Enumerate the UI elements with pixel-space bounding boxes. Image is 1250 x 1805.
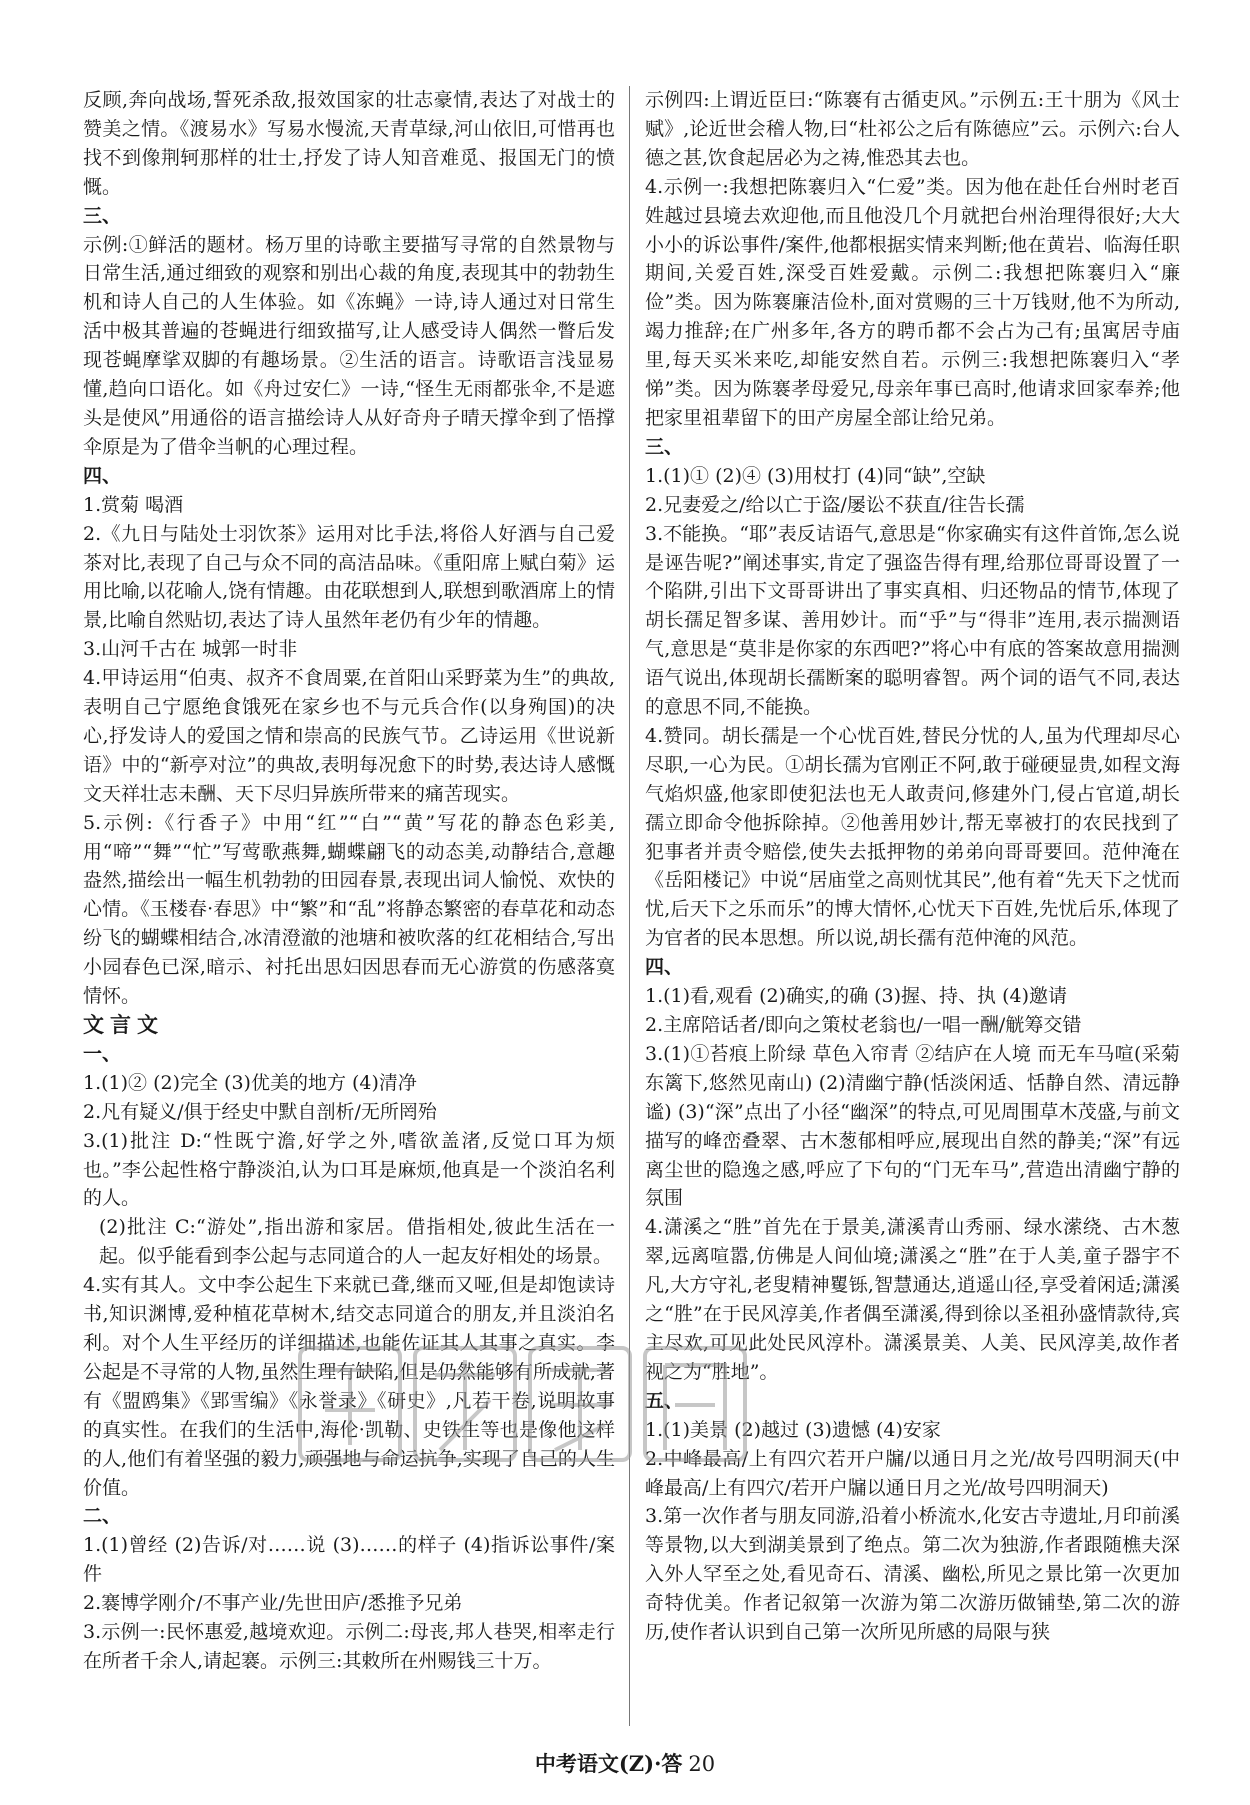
- answer-paragraph: 1.(1)① (2)④ (3)用杖打 (4)同“缺”,空缺: [645, 464, 986, 487]
- answer-paragraph: 3.山河千古在 城郭一时非: [83, 638, 298, 661]
- answer-paragraph: 1.赏菊 喝酒: [83, 493, 184, 516]
- answer-paragraph: 2.主席陪话者/即向之策杖老翁也/一唱一酬/觥筹交错: [645, 1014, 1082, 1036]
- section-heading: 二、: [83, 1505, 122, 1528]
- answer-paragraph: 3.示例一:民怀惠爱,越境欢迎。示例二:母丧,邦人巷哭,相率走行在所者千余人,请起褰。示例三:其敕所在州赐钱三十万。: [83, 1621, 615, 1672]
- watermark-stamp: [280, 1330, 780, 1480]
- section-heading: 三、: [83, 204, 122, 227]
- answer-paragraph: 2.《九日与陆处士羽饮茶》运用对比手法,将俗人好酒与自己爱茶对比,表现了自己与众不同的高洁品味。《重阳席上赋白菊》运用比喻,以花喻人,饶有情趣。由花联想到人,联想到歌酒席上的情景,比喻自然贴切,表达了诗人虽然年老仍有少年的情趣。: [83, 522, 615, 632]
- footer-title: 中考语文(Z)·答: [534, 1751, 683, 1776]
- section-title: 文言文: [83, 1012, 164, 1037]
- answer-paragraph: 1.(1)曾经 (2)告诉/对……说 (3)……的样子 (4)指诉讼事件/案件: [83, 1534, 615, 1586]
- answer-paragraph: 3.不能换。“耶”表反诘语气,意思是“你家确实有这件首饰,怎么说是诬告呢?”阐述事实,肯定了强盗告得有理,给那位哥哥设置了一个陷阱,引出下文哥哥讲出了事实真相、归还物品的情节,体现了胡长孺足智多谋、善用妙计。而“乎”与“得非”连用,表示揣测语气,意思是“莫非是你家的东西吧?”将心中有底的答案故意用揣测语气说出,体现胡长孺断案的聪明睿智。两个词的语气不同,表达的意思不同,不能换。: [645, 522, 1180, 719]
- section-heading: 四、: [83, 464, 122, 487]
- column-divider: [629, 86, 630, 1726]
- answer-paragraph: 3.第一次作者与朋友同游,沿着小桥流水,化安古寺遗址,月印前溪等景物,以大到湖美景到了绝点。第二次为独游,作者跟随樵夫深入外人罕至之处,看见奇石、清溪、幽松,所见之景比第一次更加奇特优美。作者记叙第一次游为第二次游历做铺垫,第二次的游历,使作者认识到自己第一次所见所感的局限与狭: [645, 1505, 1180, 1644]
- answer-paragraph: 2.凡有疑义/俱于经史中默自剖析/无所罔殆: [83, 1100, 437, 1123]
- answer-paragraph: 示例四:上谓近臣曰:“陈褰有古循吏风。”示例五:王十朋为《风士赋》,论近世会稽人物,曰“杜祁公之后有陈德应”云。示例六:台人德之甚,饮食起居必为之祷,惟恐其去也。: [645, 89, 1180, 169]
- answer-paragraph: 4.实有其人。文中李公起生下来就已聋,继而又哑,但是却饱读诗书,知识渊博,爱种植花草树木,结交志同道合的朋友,并且淡泊名利。对个人生平经历的详细描述,也能佐证其人其事之真实。李公起是不寻常的人物,虽然生理有缺陷,但是仍然能够有所成就,著有《盟鸥集》《郢雪编》《永誉录》《研史》,凡若干卷,说明故事的真实性。在我们的生活中,海伦·凯勒、史铁生等也是像他这样的人,他们有着坚强的毅力,顽强地与命运抗争,实现了自己的人生价值。: [83, 1274, 615, 1499]
- answer-paragraph: 3.(1)①苔痕上阶绿 草色入帘青 ②结庐在人境 而无车马喧(采菊东篱下,悠然见南山) (2)清幽宁静(恬淡闲适、恬静自然、清远静谧) (3)“深”点出了小径“幽深”的特点,可见周围草木茂盛,与前文描写的峰峦叠翠、古木葱郁相呼应,展现出自然的静美;“深”有远离尘世的隐逸之感,呼应了下句的“门无车马”,营造出清幽宁静的氛围: [645, 1042, 1180, 1210]
- answer-paragraph: 3.(1)批注 D:“性既宁澹,好学之外,嗜欲盖渚,反觉口耳为烦也。”李公起性格宁静淡泊,认为口耳是麻烦,他真是一个淡泊名利的人。: [83, 1129, 615, 1210]
- section-heading: 四、: [645, 956, 684, 979]
- answer-paragraph: 1.(1)看,观看 (2)确实,的确 (3)握、持、执 (4)邀请: [645, 985, 1067, 1008]
- answer-paragraph: 5.示例:《行香子》中用“红”“白”“黄”写花的静态色彩美,用“啼”“舞”“忙”写莺歌燕舞,蝴蝶翩飞的动态美,动静结合,意趣盎然,描绘出一幅生机勃勃的田园春景,表现出词人愉悦、欢快的心情。《玉楼春·春思》中“繁”和“乱”将静态繁密的春草花和动态纷飞的蝴蝶相结合,冰清澄澈的池塘和被吹落的红花相结合,写出小园春色已深,暗示、衬托出思妇因思春而无心游赏的伤感落寞情怀。: [83, 811, 615, 1008]
- answer-paragraph: (2)批注 C:“游处”,指出游和家居。借指相处,彼此生活在一起。似乎能看到李公起与志同道合的人一起友好相处的场景。: [99, 1216, 615, 1268]
- section-heading: 三、: [645, 435, 684, 458]
- section-heading: 五、: [645, 1389, 684, 1412]
- answer-paragraph: 示例:①鲜活的题材。杨万里的诗歌主要描写寻常的自然景物与日常生活,通过细致的观察和别出心裁的角度,表现其中的勃勃生机和诗人自己的人生体验。如《冻蝇》一诗,诗人通过对日常生活中极其普遍的苍蝇进行细致描写,让人感受诗人偶然一瞥后发现苍蝇摩挲双脚的有趣场景。②生活的语言。诗歌语言浅显易懂,趋向口语化。如《舟过安仁》一诗,“怪生无雨都张伞,不是遮头是使风”用通俗的语言描绘诗人从好奇舟子晴天撑伞到了悟撑伞原是为了借伞当帆的心理过程。: [83, 233, 615, 458]
- answer-paragraph: 1.(1)美景 (2)越过 (3)遗憾 (4)安家: [645, 1418, 941, 1441]
- page-number: 20: [688, 1752, 716, 1776]
- page-footer: [0, 1748, 1250, 1778]
- answer-paragraph: 反顾,奔向战场,誓死杀敌,报效国家的壮志豪情,表达了对战士的赞美之情。《渡易水》写易水慢流,天青草绿,河山依旧,可惜再也找不到像荆轲那样的壮士,抒发了诗人知音难觅、报国无门的愤慨。: [83, 89, 615, 198]
- answer-paragraph: 2.褰博学刚介/不事产业/先世田庐/悉推予兄弟: [83, 1592, 463, 1615]
- answer-paragraph: 4.示例一:我想把陈褰归入“仁爱”类。因为他在赴任台州时老百姓越过县境去欢迎他,而且他没几个月就把台州治理得很好;大大小小的诉讼事件/案件,他都根据实情来判断;他在黄岩、临海任职期间,关爱百姓,深受百姓爱戴。示例二:我想把陈褰归入“廉俭”类。因为陈褰廉洁俭朴,面对赏赐的三十万钱财,他不为所动,竭力推辞;在广州多年,各方的聘币都不会占为己有;虽寓居寺庙里,每天买米来吃,却能安然自若。示例三:我想把陈褰归入“孝悌”类。因为陈褰孝母爱兄,母亲年事已高时,他请求回家奉养;他把家里祖辈留下的田产房屋全部让给兄弟。: [645, 175, 1180, 429]
- section-heading: 一、: [83, 1042, 122, 1065]
- answer-paragraph: 2.中峰最高/上有四穴若开户牖/以通日月之光/故号四明洞天(中峰最高/上有四穴/若开户牖以通日月之光/故号四明洞天): [645, 1447, 1180, 1499]
- answer-paragraph: 1.(1)② (2)完全 (3)优美的地方 (4)清净: [83, 1071, 417, 1094]
- answer-paragraph: 4.甲诗运用“伯夷、叔齐不食周粟,在首阳山采野菜为生”的典故,表明自己宁愿绝食饿死在家乡也不与元兵合作(以身殉国)的决心,抒发诗人的爱国之情和崇高的民族气节。乙诗运用《世说新语》中的“新亭对泣”的典故,表明每况愈下的时势,表达诗人感慨文天祥壮志未酬、天下尽归异族所带来的痛苦现实。: [83, 667, 615, 805]
- answer-paragraph: 4.潇溪之“胜”首先在于景美,潇溪青山秀丽、绿水潆绕、古木葱翠,远离喧嚣,仿佛是人间仙境;潇溪之“胜”在于人美,童子器宇不凡,大方守礼,老叟精神矍铄,智慧通达,逍遥山径,享受着闲适;潇溪之“胜”在于民风淳美,作者偶至潇溪,得到徐以圣祖孙盛情款待,宾主尽欢,可见此处民风淳朴。潇溪景美、人美、民风淳美,故作者视之为“胜地”。: [645, 1216, 1180, 1383]
- answer-paragraph: 2.兄妻爱之/给以亡于盗/屡讼不获直/往告长孺: [645, 493, 1025, 516]
- answer-paragraph: 4.赞同。胡长孺是一个心忧百姓,替民分忧的人,虽为代理却尽心尽职,一心为民。①胡长孺为官刚正不阿,敢于碰硬显贵,如程文海气焰炽盛,他家即使犯法也无人敢责问,修建外门,侵占官道,胡长孺立即命令他拆除掉。②他善用妙计,帮无辜被打的农民找到了犯事者并责令赔偿,使失去抵押物的弟弟向哥哥要回。范仲淹在《岳阳楼记》中说“居庙堂之高则忧其民”,他有着“先天下之忧而忧,后天下之乐而乐”的博大情怀,心忧天下百姓,先忧后乐,体现了为官者的民本思想。所以说,胡长孺有范仲淹的风范。: [645, 724, 1180, 950]
